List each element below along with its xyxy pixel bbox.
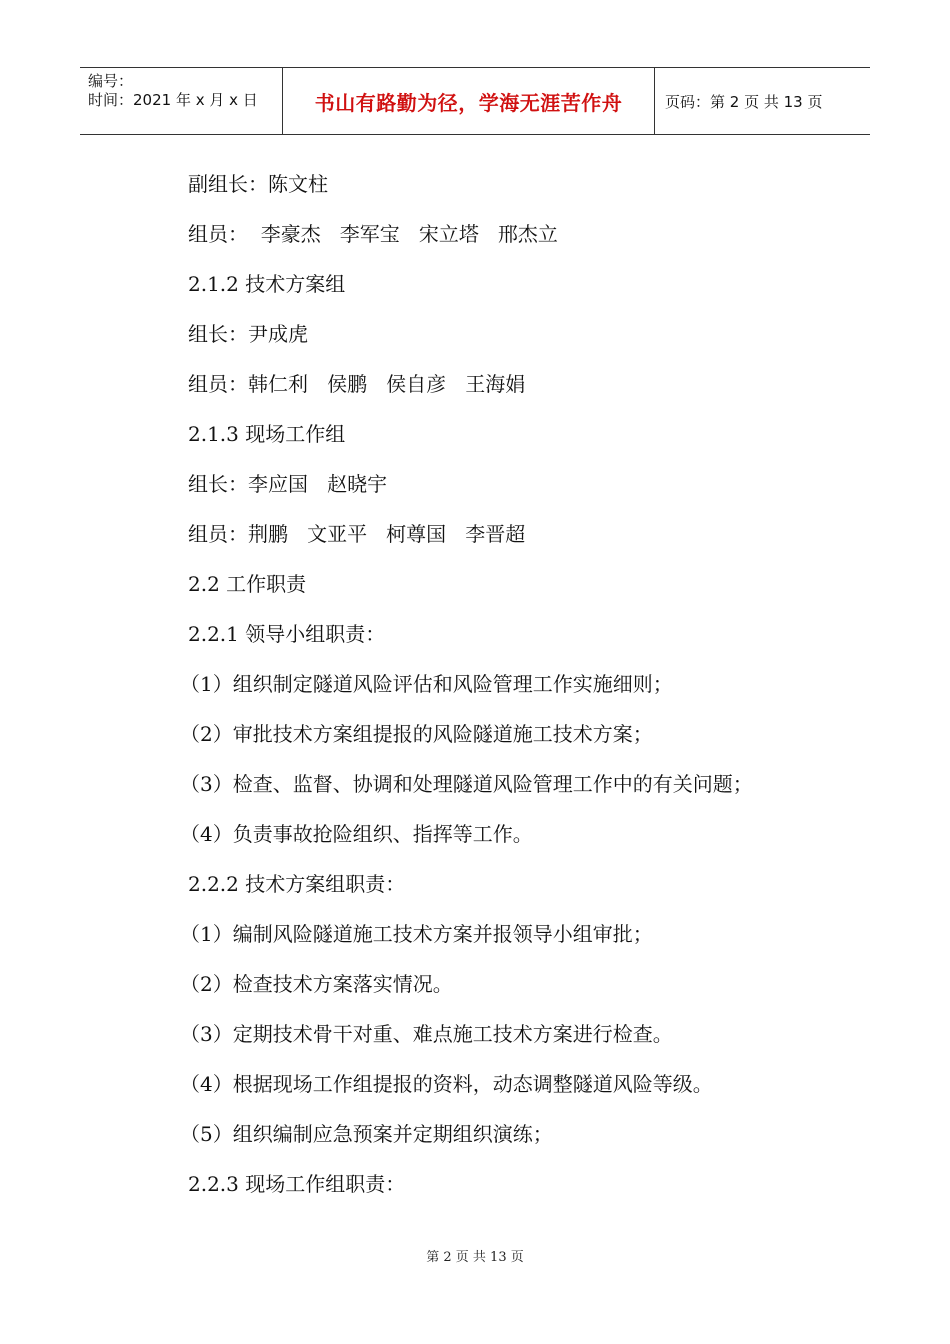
list-item: （2）检查技术方案落实情况。 xyxy=(180,972,453,996)
list-item: （1）编制风险隧道施工技术方案并报领导小组审批； xyxy=(180,922,653,946)
body-line: 组员：韩仁利 侯鹏 侯自彦 王海娟 xyxy=(188,372,526,396)
header-motto: 书山有路勤为径，学海无涯苦作舟 xyxy=(283,68,655,134)
list-item: （1）组织制定隧道风险评估和风险管理工作实施细则； xyxy=(180,672,673,696)
document-number-label: 编号： xyxy=(88,72,134,90)
list-item: （4）根据现场工作组提报的资料，动态调整隧道风险等级。 xyxy=(180,1072,713,1096)
page-footer: 第 2 页 共 13 页 xyxy=(426,1250,524,1265)
list-item: （3）定期技术骨干对重、难点施工技术方案进行检查。 xyxy=(180,1022,673,1046)
body-line: 组员：荆鹏 文亚平 柯尊国 李晋超 xyxy=(188,522,526,546)
section-heading: 2.2.2 技术方案组职责： xyxy=(188,872,406,896)
list-item: （2）审批技术方案组提报的风险隧道施工技术方案； xyxy=(180,722,653,746)
body-line: 副组长：陈文柱 xyxy=(188,172,328,196)
section-heading: 2.1.3 现场工作组 xyxy=(188,422,346,446)
body-line: 组员： 李豪杰 李军宝 宋立塔 邢杰立 xyxy=(188,222,558,246)
header-page-indicator: 页码：第 2 页 共 13 页 xyxy=(665,92,823,111)
list-item: （3）检查、监督、协调和处理隧道风险管理工作中的有关问题； xyxy=(180,772,753,796)
header-meta xyxy=(80,68,283,134)
document-header xyxy=(80,67,870,135)
list-item: （5）组织编制应急预案并定期组织演练； xyxy=(180,1122,553,1146)
document-body xyxy=(180,166,838,1216)
list-item: （4）负责事故抢险组织、指挥等工作。 xyxy=(180,822,533,846)
document-time-label: 时间：2021 年 x 月 x 日 xyxy=(88,91,258,109)
body-line: 组长：李应国 赵晓宇 xyxy=(188,472,388,496)
section-heading: 2.2.1 领导小组职责： xyxy=(188,622,386,646)
section-heading: 2.2 工作职责 xyxy=(188,572,307,596)
section-heading: 2.1.2 技术方案组 xyxy=(188,272,346,296)
body-line: 组长：尹成虎 xyxy=(188,322,308,346)
section-heading: 2.2.3 现场工作组职责： xyxy=(188,1172,406,1196)
